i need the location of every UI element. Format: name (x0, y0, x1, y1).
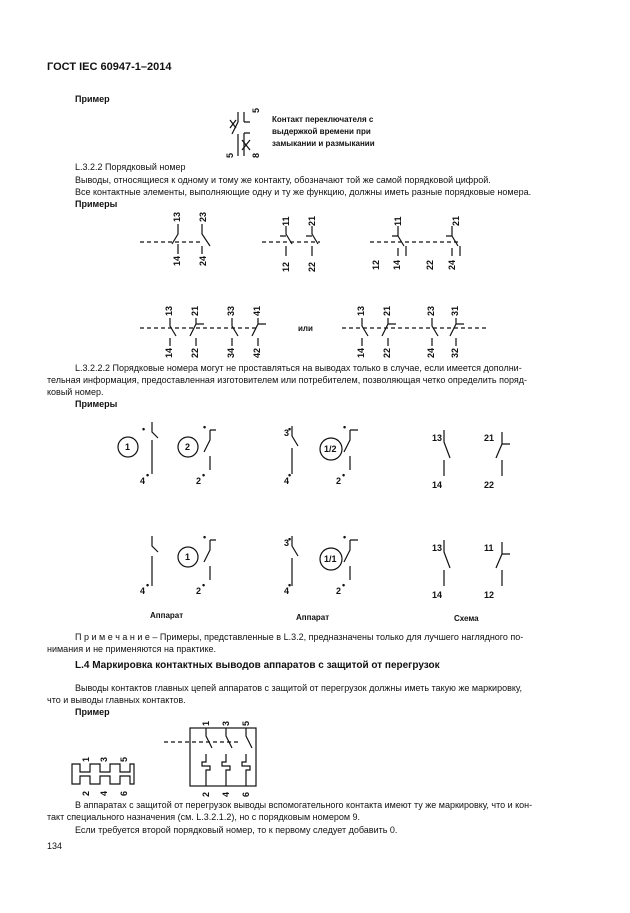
examples-label: Примеры (75, 399, 118, 409)
paragraph-line: ковый номер. (47, 387, 104, 397)
device-example-2 (284, 422, 358, 486)
terminal-label: 13 (164, 305, 174, 316)
svg-text:•: • (203, 532, 207, 542)
terminal-label: 22 (190, 347, 200, 358)
circle-label: 1/2 (324, 444, 337, 454)
terminal-label: 31 (450, 305, 460, 316)
mark-bottom-left: 5 (225, 152, 235, 158)
svg-text:•: • (342, 470, 346, 480)
terminal-label: 21 (382, 305, 392, 316)
terminal-label: 3 (284, 428, 290, 438)
terminal-label: 13 (356, 305, 366, 316)
terminal-label: 24 (447, 259, 457, 270)
terminal-label: 33 (226, 305, 236, 316)
terminal-label: 13 (172, 211, 182, 222)
paragraph-line: L.3.2.2.2 Порядковые номера могут не проставляться на выводах только в случае, если имеется дополни- (75, 363, 522, 373)
note-line: нимания и не применяются на практике. (47, 644, 217, 654)
terminal-label: 14 (356, 347, 366, 358)
terminal-label: 11 (281, 216, 291, 226)
svg-text:•: • (342, 580, 346, 590)
example-caption-3: замыкании и размыкании (272, 139, 375, 148)
paragraph-line: Выводы, относящиеся к одному и тому же контакту, обозначают той же самой порядковой цифрой. (75, 175, 491, 185)
paragraph-line: такт специального назначения (см. L.3.2.1.2), но с порядковым номером 9. (47, 812, 361, 822)
or-label: или (298, 324, 313, 333)
terminal-label: 42 (252, 347, 262, 358)
terminal-label: 41 (252, 305, 262, 316)
scheme-example-1 (432, 430, 510, 490)
svg-text:•: • (146, 470, 150, 480)
caption-scheme: Схема (454, 614, 479, 623)
terminal-label: 5 (119, 756, 129, 762)
terminal-label: 12 (371, 259, 381, 270)
terminal-label: 21 (190, 305, 200, 316)
svg-text:•: • (288, 424, 292, 434)
terminal-label: 6 (241, 791, 251, 797)
terminal-label: 2 (201, 791, 211, 797)
note-line: П р и м е ч а н и е – Примеры, представленные в L.3.2, предназначены только для лучшего наглядного по- (75, 632, 524, 642)
terminal-label: 12 (484, 590, 495, 600)
caption-device: Аппарат (296, 613, 330, 622)
terminal-label: 11 (393, 216, 403, 226)
mark-top: 5 (251, 107, 261, 113)
svg-text:•: • (142, 424, 146, 434)
caption-device: Аппарат (150, 611, 184, 620)
circle-label: 2 (185, 442, 191, 452)
numbering-group-2 (262, 216, 320, 272)
example-caption-2: выдержкой времени при (272, 127, 371, 136)
paragraph-line: В аппаратах с защитой от перегрузок выводы вспомогательного контакта имеют ту же маркировку, что и кон- (75, 800, 533, 810)
paragraph-line: что и выводы главных контактов. (47, 695, 186, 705)
terminal-label: 4 (284, 476, 290, 486)
terminal-label: 1 (81, 756, 91, 762)
terminal-label: 4 (140, 586, 146, 596)
terminal-label: 5 (241, 720, 251, 726)
svg-text:•: • (288, 580, 292, 590)
svg-text:•: • (288, 470, 292, 480)
terminal-label: 13 (432, 543, 443, 553)
terminal-label: 14 (392, 259, 402, 270)
overload-terminal-block (72, 757, 134, 796)
svg-text:•: • (202, 470, 206, 480)
paragraph-line: Выводы контактов главных цепей аппаратов с защитой от перегрузок должны иметь такую же маркировку, (75, 683, 523, 693)
terminal-label: 2 (336, 586, 342, 596)
terminal-label: 14 (432, 590, 443, 600)
terminal-label: 4 (284, 586, 290, 596)
terminal-label: 24 (426, 347, 436, 358)
terminal-label: 3 (99, 756, 109, 762)
terminal-label: 22 (425, 259, 435, 270)
terminal-label: 21 (307, 215, 317, 226)
terminal-label: 13 (432, 433, 443, 443)
terminal-label: 14 (432, 480, 443, 490)
example-label: Пример (75, 707, 110, 717)
example-caption-1: Контакт переключателя с (272, 115, 374, 124)
terminal-label: 3 (221, 720, 231, 726)
svg-text:•: • (343, 422, 347, 432)
svg-text:•: • (343, 532, 347, 542)
terminal-label: 2 (196, 476, 202, 486)
terminal-label: 11 (484, 543, 494, 553)
terminal-label: 2 (81, 790, 91, 796)
terminal-label: 32 (450, 347, 460, 358)
numbering-group-5 (342, 306, 486, 358)
terminal-label: 4 (221, 791, 231, 797)
svg-text:•: • (288, 534, 292, 544)
svg-text:•: • (203, 422, 207, 432)
device-example-1 (118, 422, 216, 486)
terminal-label: 34 (226, 347, 236, 358)
device-example-4 (284, 532, 358, 596)
page-header: ГОСТ IEC 60947-1–2014 (47, 61, 172, 73)
mark-bottom-right: 8 (251, 152, 261, 158)
paragraph-line: тельная информация, предоставленная изготовителем или потребителем, позволяющая четко определить поряд- (47, 375, 527, 385)
device-example-3 (140, 532, 216, 596)
terminal-label: 23 (426, 305, 436, 316)
circle-label: 1 (185, 552, 191, 562)
terminal-label: 21 (451, 215, 461, 226)
numbering-group-3 (370, 216, 461, 270)
terminal-label: 2 (196, 586, 202, 596)
terminal-label: 14 (172, 255, 182, 266)
examples-label: Примеры (75, 199, 118, 209)
time-delay-contact-symbol (225, 108, 261, 158)
scheme-example-2 (432, 540, 510, 600)
paragraph-line: Если требуется второй порядковый номер, то к первому следует добавить 0. (75, 825, 398, 835)
terminal-label: 23 (198, 211, 208, 222)
terminal-label: 4 (140, 476, 146, 486)
terminal-label: 4 (99, 790, 109, 796)
section-heading-l4: L.4 Маркировка контактных выводов аппаратов с защитой от перегрузок (75, 660, 440, 671)
terminal-label: 22 (307, 261, 317, 272)
terminal-label: 1 (201, 720, 211, 726)
terminal-label: 14 (164, 347, 174, 358)
terminal-label: 12 (281, 261, 291, 272)
paragraph-line: Все контактные элементы, выполняющие одну и ту же функцию, должны иметь разные порядковые номера. (75, 187, 532, 197)
numbering-group-4 (140, 306, 266, 358)
terminal-label: 22 (382, 347, 392, 358)
numbering-group-1 (140, 212, 210, 266)
svg-text:•: • (202, 580, 206, 590)
overload-device-symbol (164, 721, 256, 797)
terminal-label: 21 (484, 433, 495, 443)
terminal-label: 24 (198, 255, 208, 266)
terminal-label: 3 (284, 538, 290, 548)
terminal-label: 2 (336, 476, 342, 486)
terminal-label: 6 (119, 790, 129, 796)
circle-label: 1 (125, 442, 131, 452)
circle-label: 1/1 (324, 554, 337, 564)
page-number: 134 (47, 841, 63, 851)
example-label: Пример (75, 94, 110, 104)
terminal-label: 22 (484, 480, 495, 490)
svg-text:•: • (146, 580, 150, 590)
section-heading-l3-2-2: L.3.2.2 Порядковый номер (75, 162, 186, 172)
